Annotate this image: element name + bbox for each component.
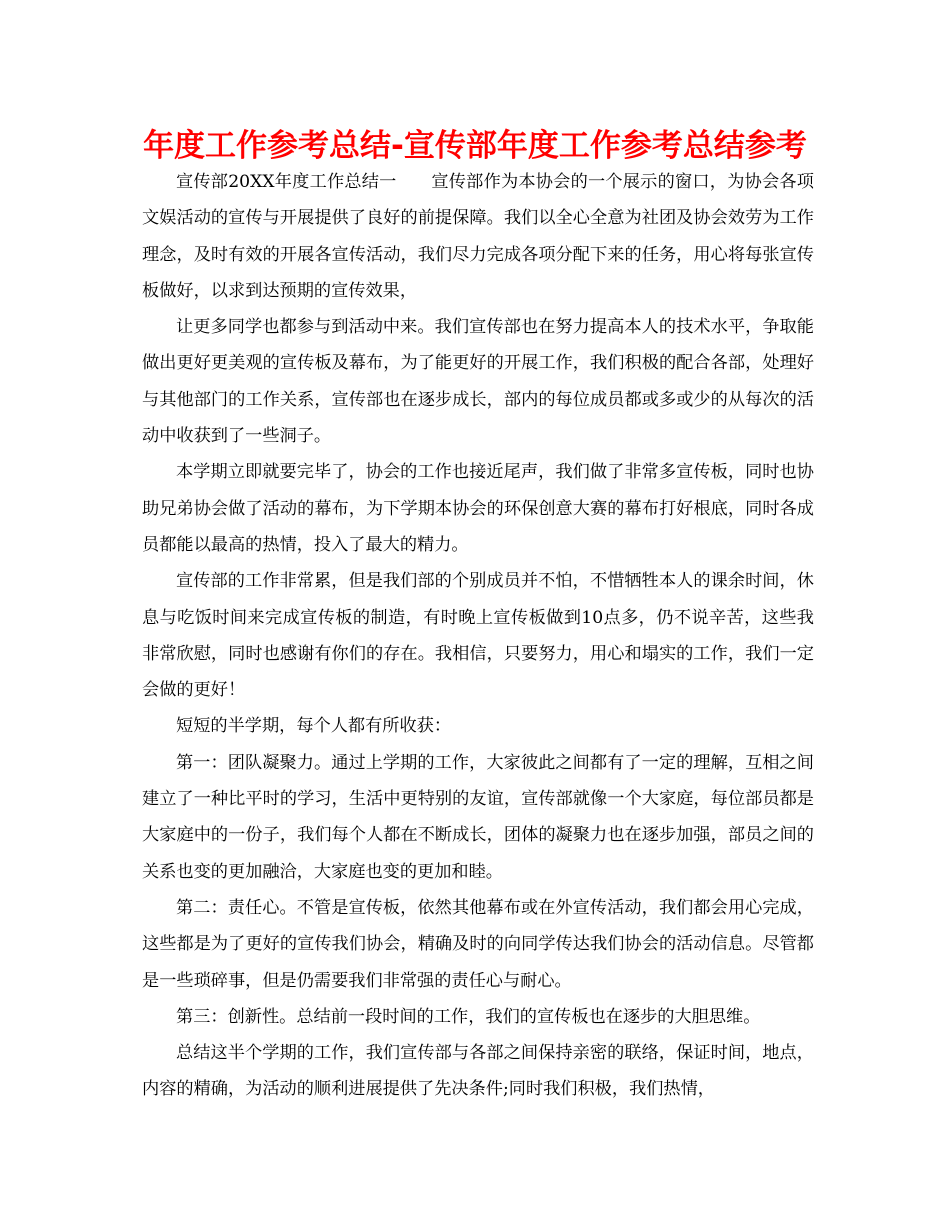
paragraph: 宣传部的工作非常累，但是我们部的个别成员并不怕，不惜牺牲本人的课余时间，休息与吃饭时间来完成宣传板的制造，有时晚上宣传板做到10点多，仍不说辛苦，这些我非常欣慰，同时也感谢有你们的存在。我相信，只要努力，用心和塌实的工作，我们一定会做的更好！: [142, 571, 814, 701]
paragraph: 第三：创新性。总结前一段时间的工作，我们的宣传板也在逐步的大胆思维。: [176, 1006, 761, 1027]
document-title: 年度工作参考总结-宣传部年度工作参考总结参考: [143, 128, 807, 164]
paragraph: 总结这半个学期的工作，我们宣传部与各部之间保持亲密的联络，保证时间，地点，内容的精确，为活动的顺利进展提供了先决条件;同时我们积极，我们热情，: [142, 1043, 814, 1100]
paragraph: 让更多同学也都参与到活动中来。我们宣传部也在努力提高本人的技术水平，争取能做出更好更美观的宣传板及幕布，为了能更好的开展工作，我们积极的配合各部，处理好与其他部门的工作关系，宣传部也在逐步成长，部内的每位成员都或多或少的从每次的活动中收获到了一些洞子。: [142, 317, 814, 447]
paragraph: 本学期立即就要完毕了，协会的工作也接近尾声，我们做了非常多宣传板，同时也协助兄弟协会做了活动的幕布，为下学期本协会的环保创意大赛的幕布打好根底，同时各成员都能以最高的热情，投入了最大的精力。: [142, 462, 814, 555]
paragraph: 第一：团队凝聚力。通过上学期的工作，大家彼此之间都有了一定的理解，互相之间建立了一种比平时的学习，生活中更特别的友谊，宣传部就像一个大家庭，每位部员都是大家庭中的一份子，我们每个人都在不断成长，团体的凝聚力也在逐步加强，部员之间的关系也变的更加融洽，大家庭也变的更加和睦。: [142, 752, 814, 882]
paragraph: 第二：责任心。不管是宣传板，依然其他幕布或在外宣传活动，我们都会用心完成，这些都是为了更好的宣传我们协会，精确及时的向同学传达我们协会的活动信息。尽管都是一些琐碎事，但是仍需要我们非常强的责任心与耐心。: [142, 897, 814, 991]
paragraph: 宣传部20XX年度工作总结一 宣传部作为本协会的一个展示的窗口，为协会各项文娱活动的宣传与开展提供了良好的前提保障。我们以全心全意为社团及协会效劳为工作理念，及时有效的开展各宣传活动，我们尽力完成各项分配下来的任务，用心将每张宣传板做好，以求到达预期的宣传效果，: [142, 172, 814, 301]
paragraph: 短短的半学期，每个人都有所收获：: [176, 716, 452, 737]
document-body: [142, 164, 814, 1108]
